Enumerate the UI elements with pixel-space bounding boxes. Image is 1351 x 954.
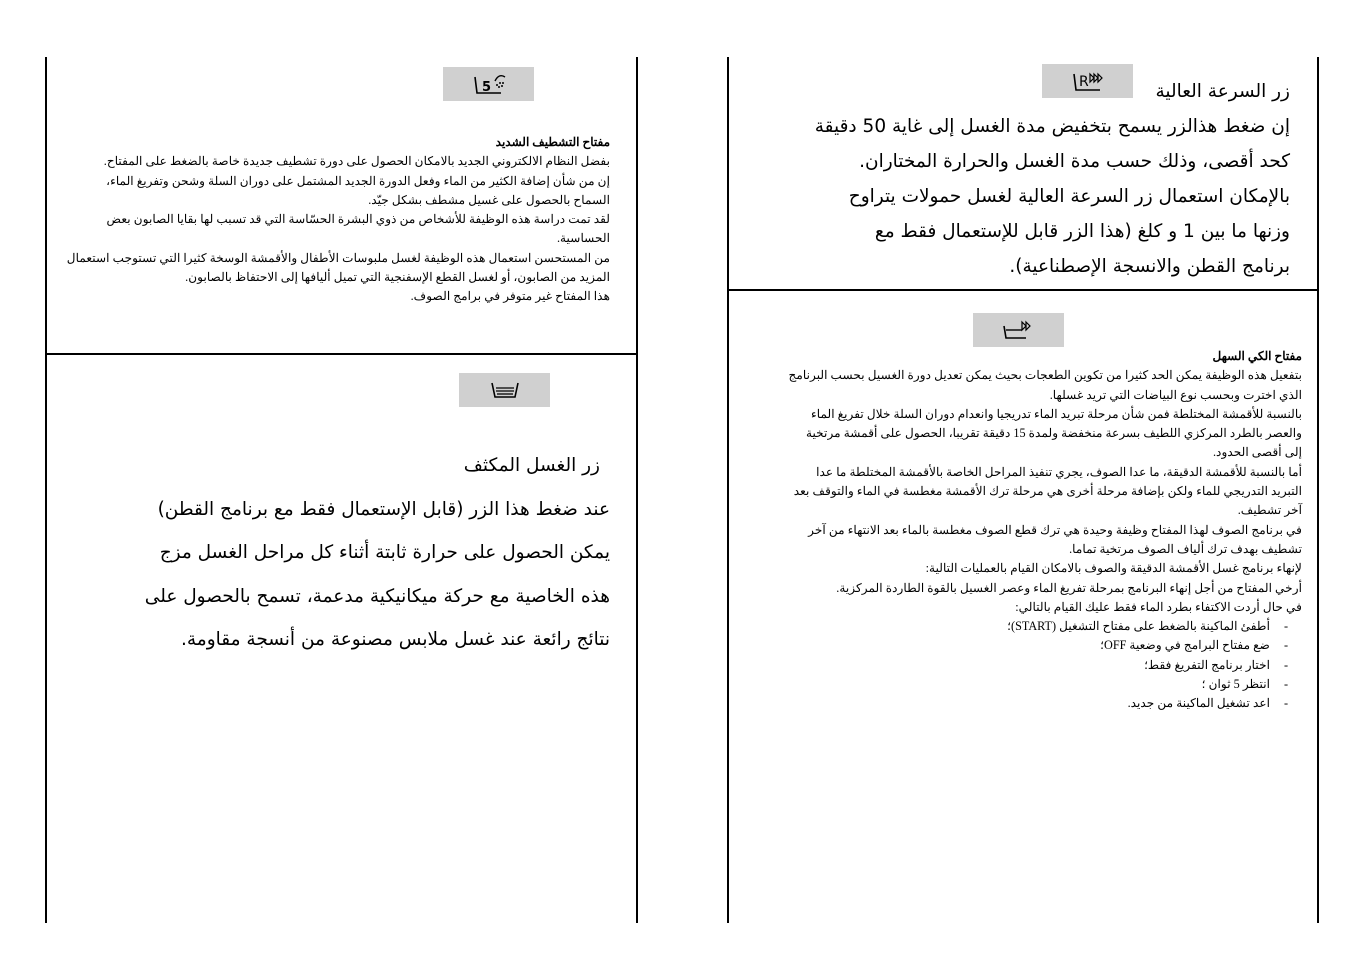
rinse-line: من المستحسن استعمال هذه الوظيفة لغسل ملبوسات الأطفال والأقمشة الوسخة كثيرا التي تستوجب استعمال	[66, 250, 610, 265]
svg-text:5: 5	[481, 80, 491, 95]
list-item	[763, 636, 1302, 655]
rinse-line: السماح بالحصول على غسيل مشطف بشكل جيّد.	[368, 192, 610, 207]
right-page-right-border	[1317, 57, 1319, 923]
rinse-section-text	[60, 133, 610, 307]
easy-iron-line: إلى أقصى الحدود.	[1212, 445, 1302, 460]
easy-iron-line: الذي اخترت وبحسب نوع البياضات التي تريد غسلها.	[1049, 387, 1302, 402]
intensive-section-title: زر الغسل المكثف	[463, 455, 600, 476]
right-page-left-border	[727, 57, 729, 923]
rapid-line: كحد أقصى، وذلك حسب مدة الغسل والحرارة المختاران.	[859, 151, 1290, 172]
rinse-line: هذا المفتاح غير متوفر في برامج الصوف.	[410, 289, 610, 304]
easy-iron-line: في حال أردت الاكتفاء بطرد الماء فقط عليك القيام بالتالي:	[1015, 599, 1302, 614]
easy-iron-section-text	[763, 347, 1302, 714]
rapid-section-title: زر السرعة العالية	[1155, 81, 1290, 102]
easy-iron-section-title: مفتاح الكي السهل	[1212, 349, 1302, 363]
list-item	[763, 675, 1302, 694]
step-marker: -	[1283, 619, 1289, 634]
step-marker: -	[1283, 638, 1289, 653]
list-item	[763, 694, 1302, 713]
rapid-section-text	[790, 74, 1290, 284]
intensive-line: يمكن الحصول على حرارة ثابتة أثناء كل مراحل الغسل مزج	[159, 542, 610, 563]
easy-iron-line: في برنامج الصوف لهذا المفتاح وظيفة وحيدة هي ترك قطع الصوف مغطسة بالماء بعد الانتهاء من آخر	[808, 522, 1302, 537]
easy-iron-line: بالنسبة للأقمشة المختلطة فمن شأن مرحلة تبريد الماء تدريجيا وانعدام دوران السلة خلال تفريغ الماء	[811, 406, 1302, 421]
svg-text:R: R	[1078, 74, 1089, 90]
rapid-line: برنامج القطن والانسجة الإصطناعية).	[1009, 256, 1290, 277]
list-item	[763, 656, 1302, 675]
easy-iron-line: أرخي المفتاح من أجل إنهاء البرنامج بمرحلة تفريغ الماء وعصر الغسيل بالقوة الطاردة المركزية.	[836, 580, 1302, 595]
rapid-line: بالإمكان استعمال زر السرعة العالية لغسل حمولات يتراوح	[848, 186, 1290, 207]
intensive-line: عند ضغط هذا الزر (قابل الإستعمال فقط مع برنامج القطن)	[157, 498, 610, 520]
rapid-line: إن ضغط هذالزر يسمح بتخفيض مدة الغسل إلى غاية 50 دقيقة	[814, 116, 1290, 137]
intensive-wash-tub-icon	[459, 373, 550, 407]
easy-iron-line: بتفعيل هذه الوظيفة يمكن الحد كثيرا من تكوين الطعجات بحيث يمكن تعديل دورة الغسيل بحسب البرنامج	[788, 368, 1302, 383]
step-marker: -	[1283, 677, 1289, 692]
intensive-line: هذه الخاصية مع حركة ميكانيكية مدعمة، تسمح بالحصول على	[144, 585, 610, 607]
easy-iron-line: آخر تشطيف.	[1237, 503, 1302, 518]
intensive-section-text	[90, 444, 610, 662]
step-marker: -	[1283, 696, 1289, 711]
left-page-right-border	[636, 57, 638, 923]
step-text: ضع مفتاح البرامج في وضعية OFF؛	[1100, 638, 1270, 653]
easy-iron-steps-list	[763, 617, 1302, 713]
easy-iron-icon	[973, 313, 1064, 347]
step-text: انتظر 5 ثوان ؛	[1201, 677, 1270, 692]
left-page-left-border	[45, 57, 47, 923]
rinse-line: لقد تمت دراسة هذه الوظيفة للأشخاص من ذوي البشرة الحسّاسة التي قد تسبب لها بقايا الصابون بعض	[106, 212, 610, 227]
left-page-divider	[45, 353, 638, 355]
easy-iron-line: التبريد التدريجي للماء ولكن بإضافة مرحلة أخرى هي مرحلة ترك الأقمشة مغطسة في الماء والتوقف بعد	[793, 484, 1302, 499]
step-text: اختار برنامج التفريغ فقط؛	[1144, 657, 1270, 672]
easy-iron-line: لإنهاء برنامج غسل الأقمشة الدقيقة والصوف بالامكان القيام بالعمليات التالية:	[925, 561, 1302, 576]
easy-iron-line: أما بالنسبة للأقمشة الدقيقة، ما عدا الصوف، يجري تنفيذ المراحل الخاصة بالأقمشة المختلطة ما عدا	[816, 464, 1302, 479]
rinse-line: الحساسية.	[556, 231, 610, 246]
step-text: أطفئ الماكينة بالضغط على مفتاح التشغيل (START)؛	[1007, 619, 1270, 634]
step-marker: -	[1283, 657, 1289, 672]
rapid-line: وزنها ما بين 1 و كلغ (هذا الزر قابل للإستعمال فقط مع	[874, 221, 1290, 242]
rinse-line: إن من شأن إضافة الكثير من الماء وفعل الدورة الجديد المشتمل على دوران السلة وشحن وتفريغ الماء،	[106, 173, 610, 188]
shower-5-icon	[443, 67, 534, 101]
step-text: اعد تشغيل الماكينة من جديد.	[1127, 696, 1270, 711]
list-item	[763, 617, 1302, 636]
rinse-section-title: مفتاح التشطيف الشديد	[495, 135, 610, 149]
rinse-line: المزيد من الصابون، أو لغسل القطع الإسفنجية التي تميل أليافها إلى الاحتفاظ بالصابون.	[185, 270, 610, 285]
right-page-divider	[727, 289, 1319, 291]
intensive-line: نتائج رائعة عند غسل ملابس مصنوعة من أنسجة مقاومة.	[180, 629, 610, 650]
easy-iron-line: تشطيف بهدف ترك ألياف الصوف مرتخية تماما.	[1069, 541, 1302, 556]
rinse-line: بفضل النظام الالكتروني الجديد بالامكان الحصول على دورة تشطيف جديدة خاصة بالضغط على المفتاح.	[103, 154, 610, 169]
easy-iron-line: والعصر بالطرد المركزي اللطيف بسرعة منخفضة ولمدة 15 دقيقة تقريبا، الحصول على أقمشة مرتخية	[805, 426, 1302, 441]
